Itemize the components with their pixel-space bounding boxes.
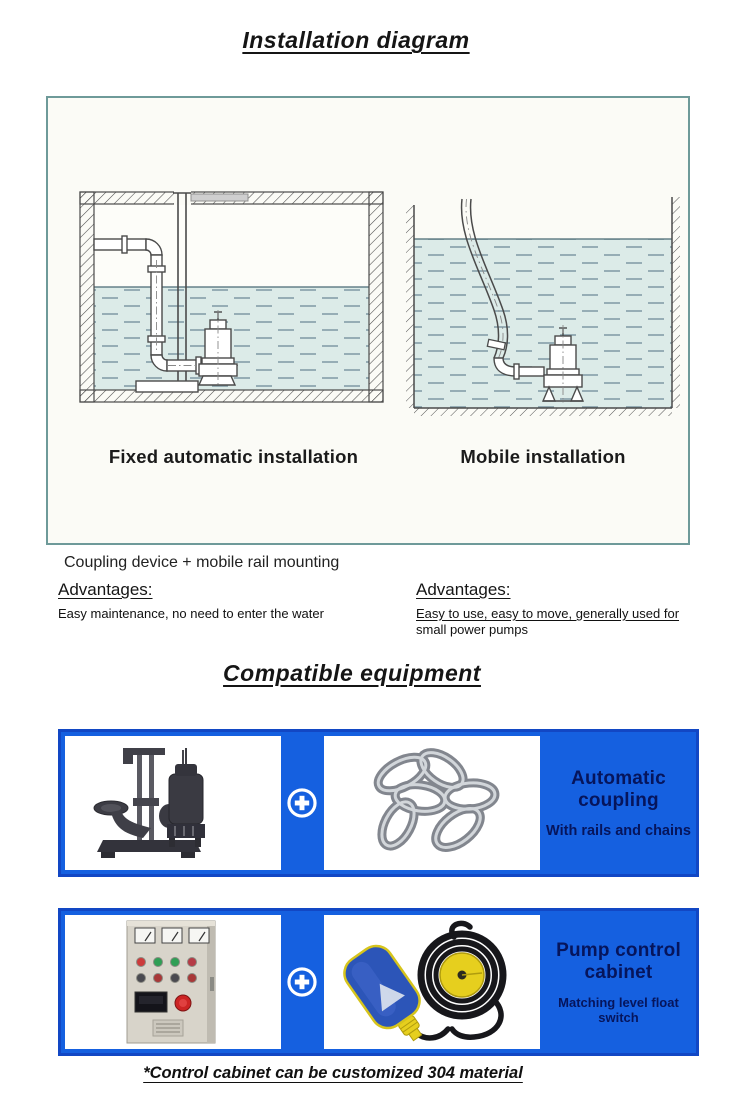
submersible-pump-with-rails-image [65,736,281,870]
chain-photo-card [324,736,540,870]
footnote: *Control cabinet can be customized 304 material [143,1064,523,1082]
equipment-row-subtitle: Matching level float switch [558,994,679,1025]
row-text-block [542,732,695,874]
equipment-row-automatic-coupling [58,729,699,877]
mobile-installation-label: Mobile installation [460,446,626,467]
equipment-row-subtitle: With rails and chains [546,822,691,839]
plus-icon [284,785,320,821]
equipment-row-title: Automatic coupling [571,767,666,811]
installation-diagram-box [46,96,690,545]
fixed-advantages-block [58,580,388,622]
advantages-heading: Advantages: [416,580,511,599]
mobile-advantages-block [416,580,694,638]
advantages-heading: Advantages: [58,580,153,599]
mobile-installation-drawing [404,195,682,417]
advantages-text-line1: Easy to use, easy to move, generally used for [416,606,680,621]
plus-icon [284,964,320,1000]
fixed-installation-label: Fixed automatic installation [108,446,359,467]
compatible-equipment-title: Compatible equipment [223,660,481,686]
installation-diagram-title: Installation diagram [242,27,470,53]
plus-separator [280,911,324,1053]
equipment-row-title: Pump control cabinet [556,939,681,983]
float-level-switch-image [324,915,540,1049]
pump-control-cabinet-image [65,915,281,1049]
advantages-text: Easy maintenance, no need to enter the water [58,606,324,621]
float-switch-photo-card [324,915,540,1049]
control-cabinet-photo-card [65,915,281,1049]
advantages-text-line2: small power pumps [416,622,528,637]
pump-with-rails-photo-card [65,736,281,870]
coupling-caption: Coupling device + mobile rail mounting [64,554,340,571]
lifting-chain-image [324,736,540,870]
plus-separator [280,732,324,874]
row-text-block [542,911,695,1053]
fixed-installation-drawing [78,190,385,418]
equipment-row-control-cabinet [58,908,699,1056]
